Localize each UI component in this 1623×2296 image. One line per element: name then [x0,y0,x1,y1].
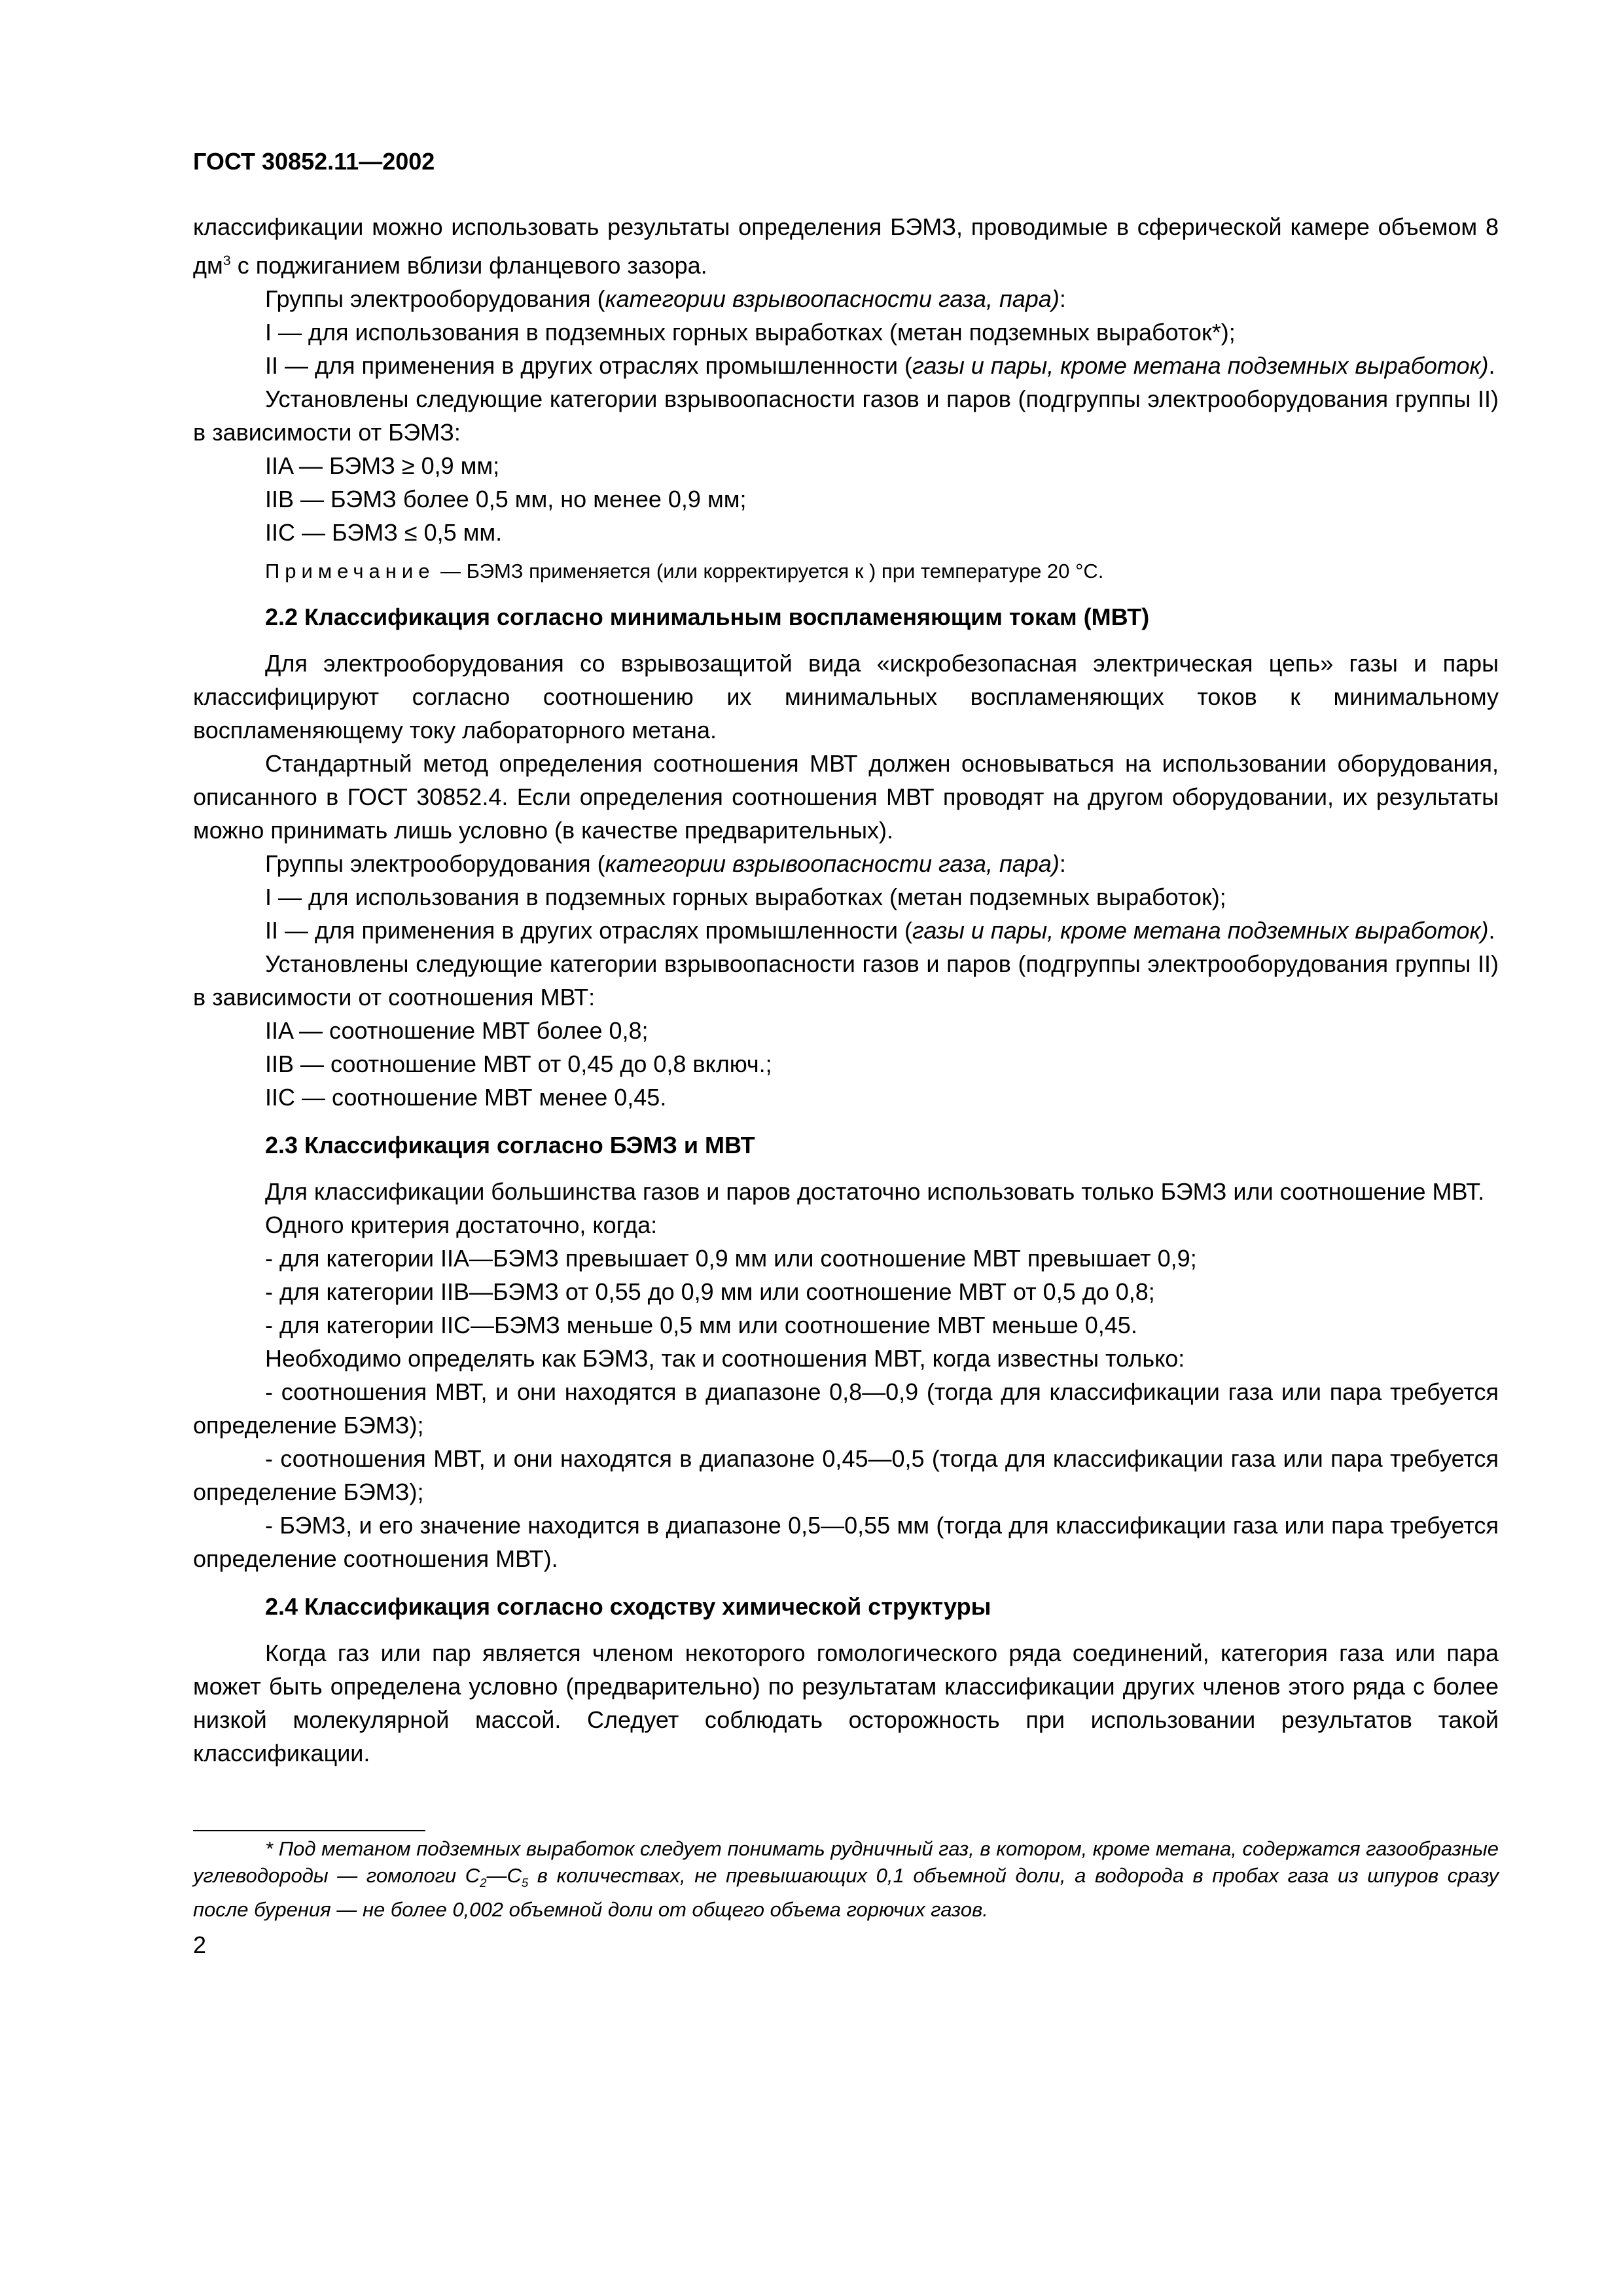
category-intro: Установлены следующие категории взрывоопасности газов и паров (подгруппы электрооборудования группы II) в зависимости от соотношения МВТ: [193,950,1499,1011]
paragraph: Необходимо определять как БЭМЗ, так и соотношения МВТ, когда известны только: [265,1345,1185,1372]
paragraph: Когда газ или пар является членом некоторого гомологического ряда соединений, категория газа или пара может быть определена условно (предварительно) по результатам классификации других членов этого ряда с более низкой молекулярной массой. Следует соблюдать осторожность при использовании результатов такой классификации. [193,1640,1499,1767]
paragraph: классификации можно использовать результаты определения БЭМЗ, проводимые в сферической камере объемом 8 $дм^3$ с поджиганием вблизи фланцевого зазора. [193,213,1499,279]
category-item: IIA — соотношение МВТ более 0,8; [265,1017,649,1044]
group-item: II — для применения в других отраслях промышленности (газы и пары, кроме метана подземных выработок). [265,917,1495,944]
footnote-divider [193,1830,425,1831]
category-item: IIC — соотношение МВТ менее 0,45. [265,1084,667,1111]
page-number: 2 [193,1931,207,1959]
document-page [193,147,1499,1960]
footnote: * Под метаном подземных выработок следует понимать рудничный газ, в котором, кроме метана, содержатся газообразные углеводороды — гомологи $С_2—С_5$ в количествах, не превышающих 0,1 объемной доли, а водорода в пробах газа из шпуров сразу после бурения — не более 0,002 объемной доли от общего объема горючих газов. [193,1837,1499,1922]
paragraph: Одного критерия достаточно, когда: [265,1211,658,1238]
document-header: ГОСТ 30852.11—2002 [193,148,435,175]
list-item: - для категории IIA—БЭМЗ превышает 0,9 мм или соотношение МВТ превышает 0,9; [265,1245,1197,1272]
list-item: - соотношения МВТ, и они находятся в диапазоне 0,45—0,5 (тогда для классификации газа или пара требуется определение БЭМЗ); [193,1445,1499,1505]
paragraph: Стандартный метод определения соотношения МВТ должен основываться на использовании оборудования, описанного в ГОСТ 30852.4. Если определения соотношения МВТ проводят на другом оборудовании, их результаты можно принимать лишь условно (в качестве предварительных). [193,750,1499,844]
list-item: - для категории IIC—БЭМЗ меньше 0,5 мм или соотношение МВТ меньше 0,45. [265,1312,1137,1338]
list-item: - БЭМЗ, и его значение находится в диапазоне 0,5—0,55 мм (тогда для классификации газа или пара требуется определение соотношения МВТ). [193,1512,1499,1572]
section-title: 2.3 Классификация согласно БЭМЗ и МВТ [265,1132,755,1158]
note: Примечание — БЭМЗ применяется (или корректируется к ) при температуре 20 °С. [265,560,1104,583]
section-title: 2.2 Классификация согласно минимальным воспламеняющим токам (МВТ) [265,603,1150,630]
paragraph: Для электрооборудования со взрывозащитой вида «искробезопасная электрическая цепь» газы и пары классифицируют согласно соотношению их минимальных воспламеняющих токов к минимальному воспламеняющему току лабораторного метана. [193,650,1499,744]
list-item: - соотношения МВТ, и они находятся в диапазоне 0,8—0,9 (тогда для классификации газа или пара требуется определение БЭМЗ); [193,1378,1499,1439]
category-intro: Установлены следующие категории взрывоопасности газов и паров (подгруппы электрооборудования группы II) в зависимости от БЭМЗ: [193,386,1499,446]
group-item: II — для применения в других отраслях промышленности (газы и пары, кроме метана подземных выработок). [265,352,1495,379]
category-item: IIA — БЭМЗ ≥ 0,9 мм; [265,452,500,479]
category-item: IIC — БЭМЗ ≤ 0,5 мм. [265,519,503,546]
groups-intro: Группы электрооборудования (категории взрывоопасности газа, пара): [265,850,1066,877]
group-item: I — для использования в подземных горных выработках (метан подземных выработок*); [265,319,1236,346]
groups-intro: Группы электрооборудования (категории взрывоопасности газа, пара): [265,285,1066,312]
group-item: I — для использования в подземных горных выработках (метан подземных выработок); [265,884,1226,910]
paragraph: Для классификации большинства газов и паров достаточно использовать только БЭМЗ или соотношение МВТ. [265,1178,1485,1205]
category-item: IIB — БЭМЗ более 0,5 мм, но менее 0,9 мм; [265,486,747,512]
section-title: 2.4 Классификация согласно сходству химической структуры [265,1593,991,1620]
list-item: - для категории IIB—БЭМЗ от 0,55 до 0,9 мм или соотношение МВТ от 0,5 до 0,8; [265,1278,1155,1305]
category-item: IIB — соотношение МВТ от 0,45 до 0,8 включ.; [265,1050,772,1077]
